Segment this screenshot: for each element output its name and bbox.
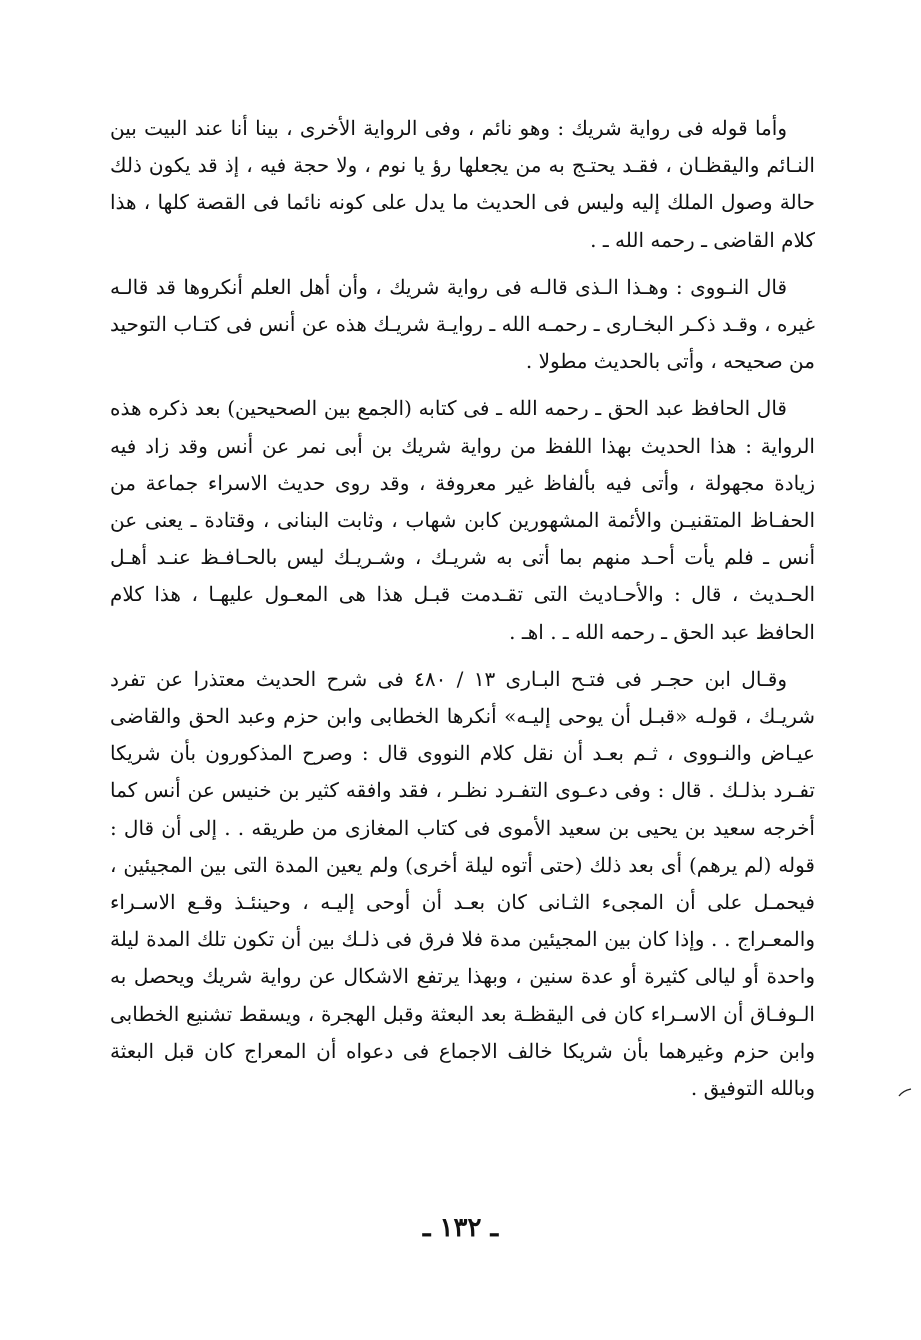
page-number: ـ ١٣٢ ـ — [422, 1213, 499, 1243]
paragraph-nawawi: قال النـووى : وهـذا الـذى قالـه فى رواية شريك ، وأن أهل العلم أنكروها قد قالـه غيره ، وقـد ذكـر البخـارى ـ رحمـه الله ـ روايـة شريـك هذه عن أنس فى كتـاب التوحيد من صحيحه ، وأتى بالحديث مطولا . — [110, 274, 815, 374]
paragraph-abd-al-haqq: قال الحافظ عبد الحق ـ رحمه الله ـ فى كتابه (الجمع بين الصحيحين) بعد ذكره هذه الرواية : هذا الحديث بهذا اللفظ من رواية شريك بن أبى نمر عن أنس وقد زاد فيه زيادة مجهولة ، وأتى فيه بألفاظ غير معروفة ، وقد روى حديث الاسراء جماعة من الحفـاظ المتقنيـن والأئمة المشهورين كابن شهاب ، وثابت البنانى ، وقتادة ـ يعنى عن أنس ـ فلم يأت أحـد منهم بما أتى به شريـك ، وشـريـك ليس بالحـافـظ عنـد أهـل الحـديث ، قال : والأحـاديث التى تقـدمت قبـل هذا هى المعـول عليهـا ، هذا كلام الحافظ عبد الحق ـ رحمه الله ـ . اهـ . — [110, 396, 815, 644]
paragraph-ibn-hajar: وقـال ابن حجـر فى فتـح البـارى ١٣ / ٤٨٠ فى شرح الحديث معتذرا عن تفرد شريـك ، قولـه «قبـل أن يوحى إليـه» أنكرها الخطابى وابن حزم وعبد الحق والقاضى عيـاض والنـووى ، ثـم بعـد أن نقل كلام النووى قال : وصرح المذكورون بأن شريكا تفـرد بذلـك . قال : وفى دعـوى التفـرد نظـر ، فقد وافقه كثير بن خنيس عن أنس كما أخرجه سعيد بن يحيى بن سعيد الأموى فى كتاب المغازى من طريقه . . إلى أن قال : قوله (لم يرهم) أى بعد ذلك (حتى أتوه ليلة أخرى) ولم يعين المدة التى بين المجيئين ، فيحمـل على أن المجىء الثـانى كان بعـد أن أوحى إليـه ، وحينئـذ وقـع الاسـراء والمعـراج . . وإذا كان بين المجيئين مدة فلا فرق فى ذلـك بين أن تكون تلك المدة ليلة واحدة أو ليالى كثيرة أو عدة سنين ، وبهذا يرتفع الاشكال عن رواية شريك ويحصل به الـوفـاق أن الاسـراء كان فى اليقظـة بعد البعثة وقبل الهجرة ، ويسقط تشنيع الخطابى وابن حزم وغيرهما بأن شريكا خالف الاجماع فى دعواه أن المعراج كان قبل البعثة وبالله التوفيق . — [110, 666, 815, 1101]
page-body — [110, 110, 815, 1117]
paragraph-qadi-quote: وأما قوله فى رواية شريك : وهو نائم ، وفى الرواية الأخرى ، بينا أنا عند البيت بين النـائم واليقظـان ، فقـد يحتـج به من يجعلها رؤ يا نوم ، ولا حجة فيه ، إذ قد يكون ذلك حالة وصول الملك إليه وليس فى الحديث ما يدل على كونه نائما فى القصة كلها ، هذا كلام القاضى ـ رحمه الله ـ . — [110, 116, 815, 252]
margin-tick-icon — [898, 1087, 912, 1099]
